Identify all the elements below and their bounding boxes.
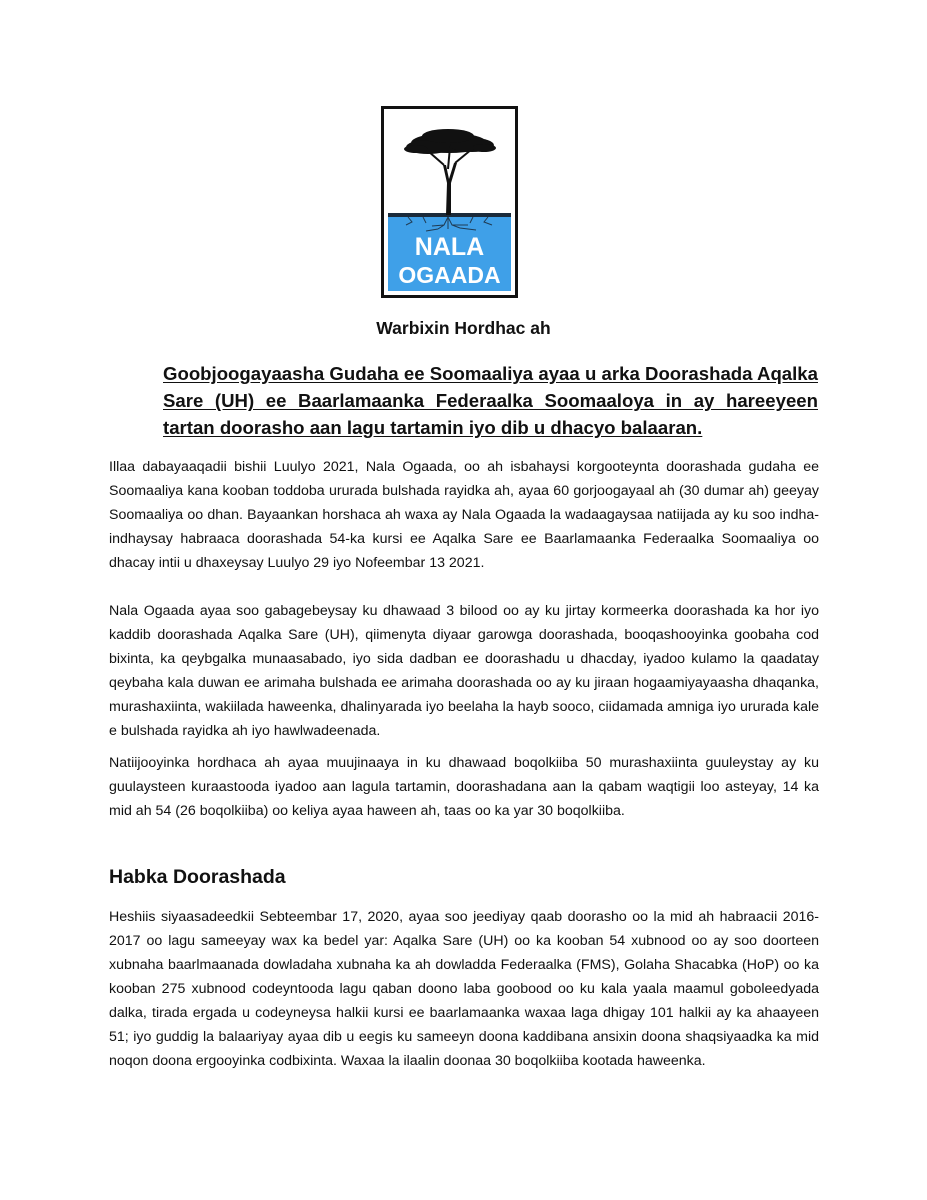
report-headline: Goobjoogayaasha Gudaha ee Soomaaliya ayaa u arka Doorashada Aqalka Sare (UH) ee Baarlamaanka Federaalka Soomaaloya in ay hareeyeen tartan doorasho aan lagu tartamin iyo dib u dhacyo balaaran. bbox=[163, 363, 818, 438]
section-heading: Habka Doorashada bbox=[109, 866, 286, 888]
nala-ogaada-logo bbox=[381, 106, 518, 298]
acacia-tree-icon bbox=[388, 113, 511, 291]
tree-canopy-icon bbox=[404, 129, 496, 154]
intro-paragraph-2: Nala Ogaada ayaa soo gabagebeysay ku dhawaad 3 bilood oo ay ku jirtay kormeerka doorashada ka hor iyo kaddib doorashada Aqalka Sare (UH), qiimenyta diyaar garowga doorashada, booqashooyinka goobaha cod bixinta, ka qeybgalka munaasabado, iyo sida dadban ee doorashadu u dhacday, iyadoo kulamo la qaadatay qeybaha kala duwan ee arimaha bulshada ee arimaha doorashada oo ay ku jiraan hogaamiyayaasha dhaqanka, murashaxiinta, wakiilada haweenka, dhalinyarada iyo beelaha la hayb sooco, ciidamada amniga iyo ururada kale e bulshada rayidka ah iyo hawlwadeenada. bbox=[109, 603, 819, 739]
section-paragraph: Heshiis siyaasadeedkii Sebteembar 17, 2020, ayaa soo jeediyay qaab doorasho oo la mid ah habraacii 2016-2017 oo lagu sameeyay wax ka bedel yar: Aqalka Sare (UH) oo ka kooban 54 xubnood oo ay soo doorteen xubnaha baarlmaanada dowladaha xubnaha ka ah dowladda Federaalka (FMS), Golaha Shacabka (HoP) oo ka kooban 275 xubnood codeyntooda lagu qaban doono laba goobood oo ku kala yaala maamul goboleedyada dalka, tirada ergada u codeyneysa halkii kursi ee baarlamaanka waxaa laga dhigay 101 halkii ay ka ahaayeen 51; iyo guddig la balaariyay ayaa dib u eegis ku sameeyn doona kaddibana ansixin doona shaqsiyaadka ka mid noqon doona ergooyinka codbixinta. Waxaa la ilaalin doonaa 30 boqolkiiba kootada haweenka. bbox=[109, 909, 819, 1069]
report-type-title: Warbixin Hordhac ah bbox=[376, 318, 551, 338]
logo-text-line2: OGAADA bbox=[398, 262, 501, 288]
intro-paragraph-1: Illaa dabayaaqadii bishii Luulyo 2021, Nala Ogaada, oo ah isbahaysi korgooteynta doorashada gudaha ee Soomaaliya kana kooban toddoba ururada bulshada rayidka ah, ayaa 60 gorjoogayaal ah (30 dumar ah) geeyay Soomaaliya oo dhan. Bayaankan horshaca ah waxa ay Nala Ogaada la wadaagaysaa natiijada ay ku soo indha-indhaysay habraaca doorashada 54-ka kursi ee Aqalka Sare ee Baarlamaanka Federaalka Soomaaliya oo dhacay intii u dhaxeysay Luulyo 29 iyo Nofeembar 13 2021. bbox=[109, 459, 819, 571]
tree-trunk-icon bbox=[443, 163, 457, 215]
intro-paragraph-3: Natiijooyinka hordhaca ah ayaa muujinaaya in ku dhawaad boqolkiiba 50 murashaxiinta guuleystay ay ku guulaysteen kuraastooda iyadoo aan lagula tartamin, doorashadana aan la qabam waqtigii loo asteyay, 14 ka mid ah 54 (26 boqolkiiba) oo keliya ayaa haween ah, taas oo ka yar 30 boqolkiiba. bbox=[109, 755, 819, 819]
logo-text-line1: NALA bbox=[414, 233, 485, 261]
